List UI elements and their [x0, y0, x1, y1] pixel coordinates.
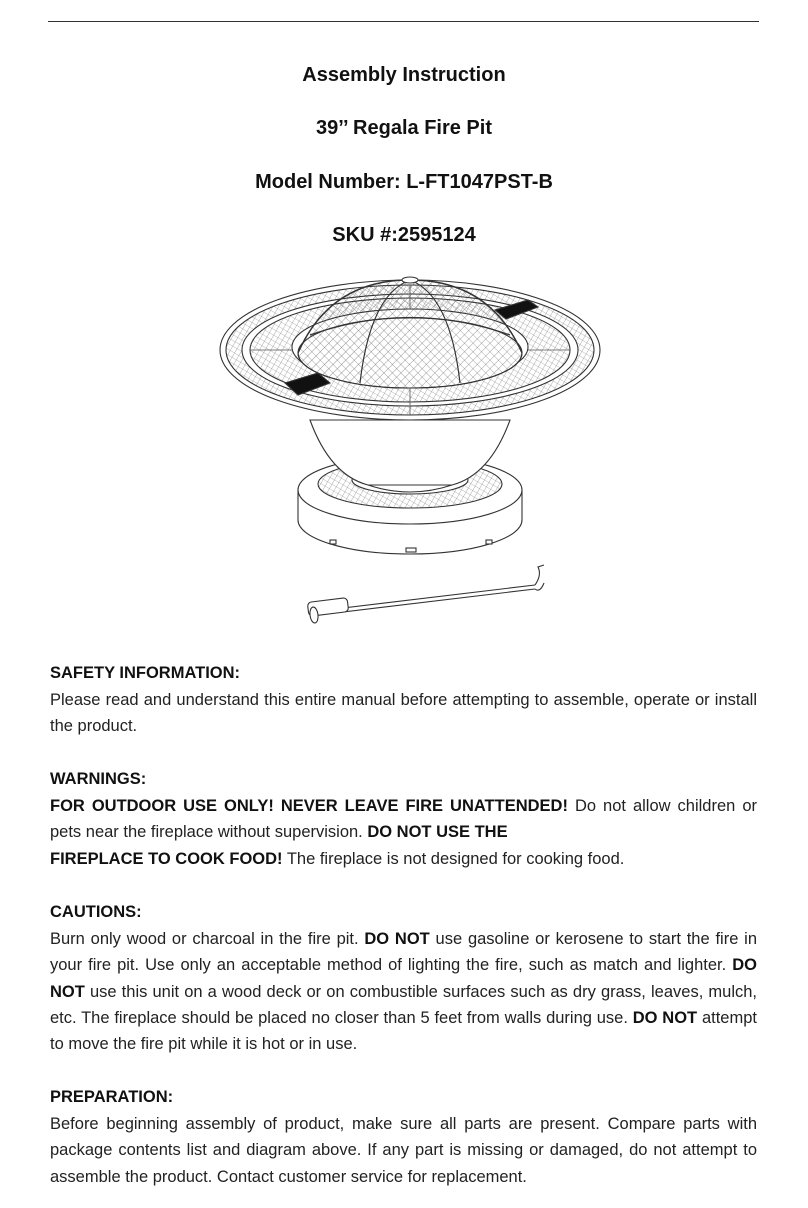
caution-bold-3: DO NOT [632, 1008, 698, 1027]
warnings-text [50, 793, 757, 872]
warning-outdoor-bold: FOR OUTDOOR USE ONLY! NEVER LEAVE FIRE UNATTENDED! [50, 797, 568, 815]
top-rule [48, 21, 759, 22]
caution-text-2: use gasoline or kerosene to start the fire in your fire pit. Use only an acceptable method of lighting the fire, such as match and lighter. [50, 930, 757, 975]
sku-number: SKU #:2595124 [332, 224, 476, 246]
warning-cook-bold-1: DO NOT USE THE [367, 823, 508, 842]
fire-pit-illustration [210, 275, 610, 635]
preparation-heading: PREPARATION: [50, 1088, 174, 1106]
warnings-heading: WARNINGS: [50, 770, 147, 788]
product-name: 39’’ Regala Fire Pit [315, 117, 492, 139]
caution-bold-1: DO NOT [364, 930, 430, 948]
preparation-text: Before beginning assembly of product, make sure all parts are present. Compare parts with package contents list and diagram above. If any part is missing or damaged, do not attempt to assemble the product. Contact customer service for replacement. [50, 1115, 757, 1186]
doc-title: Assembly Instruction [302, 64, 506, 86]
caution-text-3: use this unit on a wood deck or on combustible surfaces such as dry grass, leaves, mulch, etc. The fireplace should be placed no closer than 5 feet from walls during use. [50, 982, 757, 1027]
safety-heading: SAFETY INFORMATION: [50, 664, 241, 682]
cautions-text [50, 926, 757, 1057]
caution-bold-2: DO NOT [50, 956, 757, 1001]
warning-children-text: Do not allow children or pets near the fireplace without supervision. [50, 797, 757, 842]
caution-text-1: Burn only wood or charcoal in the fire pit. [50, 930, 365, 948]
caution-text-4: attempt to move the fire pit while it is hot or in use. [50, 1008, 757, 1054]
poker [307, 565, 544, 623]
warning-cook-bold-2: FIREPLACE TO COOK FOOD! [50, 849, 283, 868]
warning-cook-text: The fireplace is not designed for cooking food. [282, 849, 625, 868]
safety-text: Please read and understand this entire manual before attempting to assemble, operate or install the product. [50, 691, 757, 736]
model-number: Model Number: L-FT1047PST-B [255, 171, 553, 193]
cautions-heading: CAUTIONS: [50, 903, 142, 921]
